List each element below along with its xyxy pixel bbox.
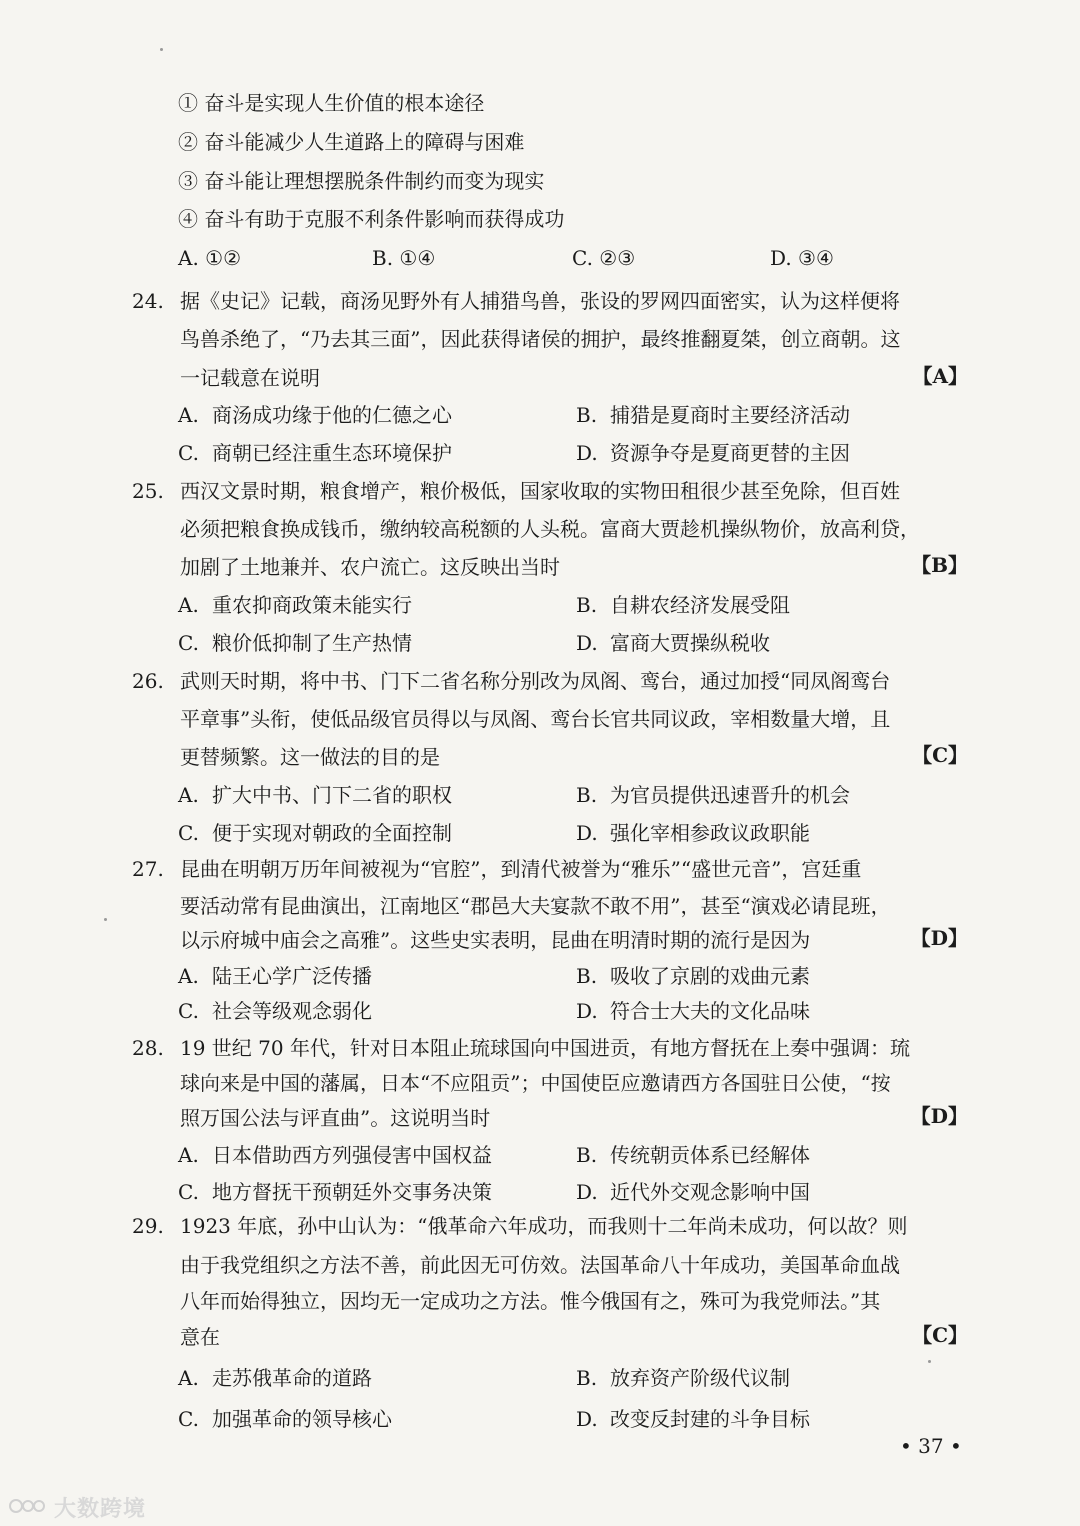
option-label: D. [576,999,598,1023]
option-text: 陆王心学广泛传播 [212,964,372,988]
scan-speck [928,1360,931,1363]
option-text: 富商大贾操纵税收 [610,631,770,655]
option-label: C. [178,1180,199,1204]
option-text: 符合士大夫的文化品味 [610,999,810,1023]
option-label: C. [178,821,199,845]
question-line: 平章事”头衔，使低品级官员得以与凤阁、鸾台长官共同议政，宰相数量大增，且 [180,707,891,731]
option-text: 自耕农经济发展受阻 [610,593,790,617]
question-line: 鸟兽杀绝了，“乃去其三面”，因此获得诸侯的拥护，最终推翻夏桀，创立商朝。这 [180,327,901,351]
question-line: 1923 年底，孙中山认为：“俄革命六年成功，而我则十二年尚未成功，何以故？则 [180,1214,908,1238]
answer-key: 【B】 [911,553,968,577]
option-d [576,630,770,656]
question-line: 西汉文景时期，粮食增产，粮价极低，国家收取的实物田租很少甚至免除，但百姓 [180,479,900,503]
question-line: 以示府城中庙会之高雅”。这些史实表明，昆曲在明清时期的流行是因为 [180,928,811,952]
question-line: 昆曲在明朝万历年间被视为“官腔”，到清代被誉为“雅乐”“盛世元音”，宫廷重 [180,857,862,881]
option-d: D. ③④ [770,246,834,270]
option-label: C. [178,999,199,1023]
answer-key: 【A】 [912,364,968,388]
option-text: 重农抑商政策未能实行 [212,593,412,617]
option-text: 扩大中书、门下二省的职权 [212,783,452,807]
option-label: A. [178,964,199,988]
watermark-logo-icon [8,1494,50,1516]
question-number: 27. [132,857,164,881]
question-number: 24. [132,289,164,313]
option-text: 粮价低抑制了生产热情 [212,631,412,655]
option-label: B. [576,1366,598,1390]
question-number: 25. [132,479,164,503]
option-c [178,630,412,656]
question-line: 球向来是中国的藩属，日本“不应阻贡”；中国使臣应邀请西方各国驻日公使，“按 [180,1071,891,1095]
question-line: 由于我党组织之方法不善，前此因无可仿效。法国革命八十年成功，美国革命血战 [180,1253,900,1277]
option-text: 捕猎是夏商时主要经济活动 [610,403,850,427]
option-text: 便于实现对朝政的全面控制 [212,821,452,845]
option-a [178,782,452,808]
scan-speck [104,918,107,921]
option-label: D. [576,821,598,845]
option-a: A. ①② [178,246,242,270]
option-label: A. [178,593,199,617]
option-label: B. [576,964,598,988]
option-a [178,1365,372,1391]
option-label: C. [178,441,199,465]
option-label: D. [576,631,598,655]
option-c [178,998,372,1024]
option-label: A. [178,783,199,807]
option-a [178,963,372,989]
question-number: 28. [132,1036,164,1060]
question-line: 据《史记》记载，商汤见野外有人捕猎鸟兽，张设的罗网四面密实，认为这样便将 [180,289,900,313]
page-number: • 37 • [900,1434,962,1458]
option-label: D. [576,1180,598,1204]
option-text: 走苏俄革命的道路 [212,1366,372,1390]
option-text: 放弃资产阶级代议制 [610,1366,790,1390]
option-label: B. [576,593,598,617]
option-d [576,1179,810,1205]
option-text: 传统朝贡体系已经解体 [610,1143,810,1167]
option-b [576,592,790,618]
option-text: 加强革命的领导核心 [212,1407,392,1431]
question-number: 29. [132,1214,164,1238]
option-label: A. [178,403,199,427]
option-label: D. [576,1407,598,1431]
option-label: C. [178,1407,199,1431]
option-text: 改变反封建的斗争目标 [610,1407,810,1431]
option-text: 吸收了京剧的戏曲元素 [610,964,810,988]
option-c [178,1406,392,1432]
option-d [576,998,810,1024]
option-d [576,820,810,846]
option-label: B. [576,403,598,427]
option-c [178,1179,492,1205]
option-text: 近代外交观念影响中国 [610,1180,810,1204]
question-line: 照万国公法与评直曲”。这说明当时 [180,1106,491,1130]
option-label: A. [178,1143,199,1167]
question-number: 26. [132,669,164,693]
statement-2: ② 奋斗能减少人生道路上的障碍与困难 [178,130,525,154]
question-line: 加剧了土地兼并、农户流亡。这反映出当时 [180,555,560,579]
statement-4: ④ 奋斗有助于克服不利条件影响而获得成功 [178,207,565,231]
option-label: B. [576,783,598,807]
question-line: 19 世纪 70 年代，针对日本阻止琉球国向中国进贡，有地方督抚在上奏中强调：琉 [180,1036,910,1060]
option-a [178,592,412,618]
question-line: 更替频繁。这一做法的目的是 [180,745,440,769]
option-label: B. [576,1143,598,1167]
watermark-text: 大数跨境 [54,1497,147,1522]
answer-key: 【D】 [910,1104,968,1128]
option-text: 强化宰相参政议政职能 [610,821,810,845]
question-line: 一记载意在说明 [180,366,320,390]
option-text: 社会等级观念弱化 [212,999,372,1023]
question-line: 八年而始得独立，因均无一定成功之方法。惟今俄国有之，殊可为我党师法。”其 [180,1289,881,1313]
option-text: 为官员提供迅速晋升的机会 [610,783,850,807]
option-text: 商汤成功缘于他的仁德之心 [212,403,452,427]
option-c [178,820,452,846]
option-b: B. ①④ [372,246,436,270]
question-line: 要活动常有昆曲演出，江南地区“郡邑大夫宴款不敢不用”，甚至“演戏必请昆班， [180,894,891,918]
option-b [576,782,850,808]
answer-key: 【C】 [912,743,968,767]
answer-key: 【C】 [912,1323,968,1347]
option-text: 地方督抚干预朝廷外交事务决策 [212,1180,492,1204]
answer-key: 【D】 [910,926,968,950]
option-c [178,440,452,466]
option-label: C. [178,631,199,655]
option-text: 资源争夺是夏商更替的主因 [610,441,850,465]
option-d [576,1406,810,1432]
scan-speck [160,48,163,51]
option-text: 日本借助西方列强侵害中国权益 [212,1143,492,1167]
option-c: C. ②③ [572,246,636,270]
statement-3: ③ 奋斗能让理想摆脱条件制约而变为现实 [178,169,545,193]
option-a [178,402,452,428]
option-b [576,402,850,428]
question-line: 武则天时期，将中书、门下二省名称分别改为凤阁、鸾台，通过加授“同凤阁鸾台 [180,669,891,693]
option-label: A. [178,1366,199,1390]
option-text: 商朝已经注重生态环境保护 [212,441,452,465]
option-b [576,963,810,989]
option-label: D. [576,441,598,465]
option-d [576,440,850,466]
question-line: 意在 [180,1325,220,1349]
statement-1: ① 奋斗是实现人生价值的根本途径 [178,91,485,115]
question-line: 必须把粮食换成钱币，缴纳较高税额的人头税。富商大贾趁机操纵物价，放高利贷， [180,517,920,541]
option-b [576,1142,810,1168]
option-b [576,1365,790,1391]
option-a [178,1142,492,1168]
